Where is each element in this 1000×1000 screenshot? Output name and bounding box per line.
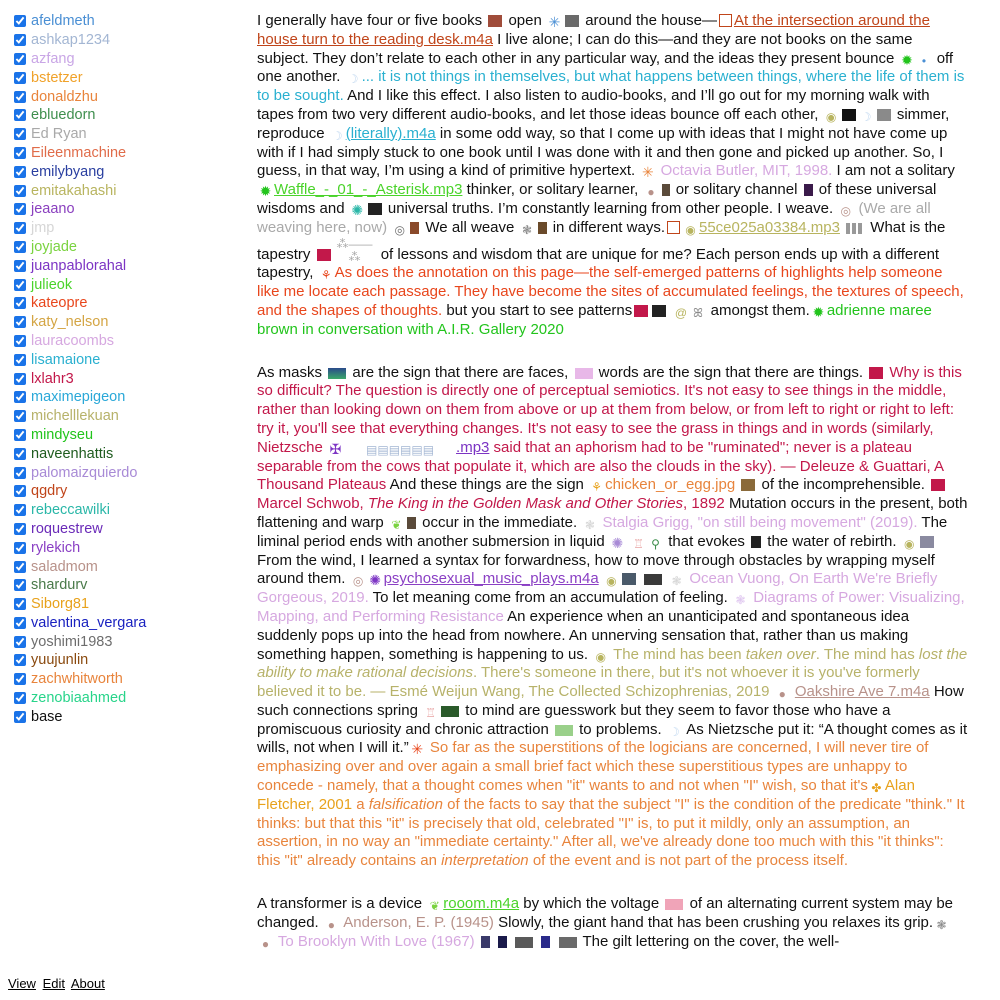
photo-thumbnail-icon[interactable] xyxy=(541,936,550,948)
user-checkbox[interactable] xyxy=(14,391,26,403)
user-checkbox[interactable] xyxy=(14,335,26,347)
user-checkbox[interactable] xyxy=(14,636,26,648)
text-run: I am not a solitary xyxy=(832,162,955,180)
quote-annotation[interactable]: Octavia Butler, MIT, 1998. xyxy=(660,162,833,180)
text-run: are the sign that there are faces, xyxy=(352,363,569,381)
user-name: bstetzer xyxy=(31,69,83,86)
text-run: I live alone; I can do this—and they are not books on the same subject. They don’t relate to each other in any particular way, and the ideas they present bounce xyxy=(257,30,913,67)
pink-swatch-icon[interactable] xyxy=(665,899,683,910)
user-name: yuujunlin xyxy=(31,652,89,669)
photo-thumbnail-icon[interactable] xyxy=(751,536,761,548)
user-name: julieok xyxy=(31,276,73,293)
photo-thumbnail-icon[interactable] xyxy=(441,706,459,717)
photo-thumbnail-icon[interactable] xyxy=(652,305,666,317)
photo-thumbnail-icon[interactable] xyxy=(644,574,662,585)
text-run: around the house— xyxy=(585,12,717,29)
photo-thumbnail-icon[interactable] xyxy=(741,479,755,491)
text-run: simmer, reproduce xyxy=(257,105,950,142)
divider-icon[interactable]: ⁂——⁂ xyxy=(336,236,373,264)
circle-icon[interactable]: ◎ xyxy=(840,203,852,218)
green-swatch-icon[interactable] xyxy=(555,725,573,736)
text-run: From the wind, I learned a syntax for forwardness, how to move through obstacles by wrapping myself around them. xyxy=(257,551,935,588)
sprout-icon[interactable]: ⚘ xyxy=(591,480,602,495)
text-run: What is the tapestry xyxy=(257,218,946,263)
audio-link[interactable]: 55ce025a03384.mp3 xyxy=(698,218,840,236)
user-filter-14[interactable] xyxy=(14,275,229,294)
quote-annotation[interactable]: So far as the superstitions of the logicians are concerned, I will never tire of emphasizing over and over again a small brief fact which these superstitious types are unhappy to concede - namely, that a thought comes when "it" wants to and not when "I" wish, so that it's xyxy=(257,739,929,795)
dot-icon[interactable]: ● xyxy=(327,917,336,932)
user-name: kateopre xyxy=(31,295,88,312)
user-filter-19[interactable] xyxy=(14,369,229,388)
text-run: of an alternating current system may be changed. xyxy=(257,895,954,931)
dot-icon[interactable]: ● xyxy=(778,687,786,702)
user-filter-15[interactable] xyxy=(14,294,229,313)
audio-link[interactable]: rooom.m4a xyxy=(443,895,520,913)
circle-icon[interactable]: ◎ xyxy=(352,574,364,589)
user-filter-36[interactable] xyxy=(14,689,229,708)
moon-icon[interactable]: ☽ xyxy=(331,128,343,143)
user-filter-29[interactable] xyxy=(14,557,229,576)
user-checkbox[interactable] xyxy=(14,711,26,723)
circle-icon[interactable]: ◉ xyxy=(903,536,915,551)
photo-thumbnail-icon[interactable] xyxy=(481,936,490,948)
text-run: off one another. xyxy=(257,49,954,86)
user-name: qgdry xyxy=(31,483,68,500)
photo-thumbnail-icon[interactable] xyxy=(877,109,891,121)
user-name: lisamaione xyxy=(31,351,101,368)
user-name: valentina_vergara xyxy=(31,614,147,631)
dice-icon[interactable] xyxy=(317,249,331,261)
user-filter-27[interactable] xyxy=(14,520,229,539)
user-name: katy_nelson xyxy=(31,314,109,331)
user-name: shardurv xyxy=(31,577,88,594)
image-link[interactable]: chicken_or_egg.jpg xyxy=(605,476,736,494)
starburst-icon[interactable]: ✹ xyxy=(259,183,272,200)
user-filter-10[interactable] xyxy=(14,200,229,219)
text-run: words are the sign that there are things. xyxy=(598,363,863,381)
user-checkbox[interactable] xyxy=(14,166,26,178)
user-filter-3[interactable] xyxy=(14,68,229,87)
user-name: michelllekuan xyxy=(31,408,119,425)
circle-icon[interactable]: ◎ xyxy=(394,222,405,237)
user-checkbox[interactable] xyxy=(14,354,26,366)
figure-icon[interactable]: ♖ xyxy=(425,705,436,720)
text-run: We all weave xyxy=(425,218,515,236)
paragraph-3 xyxy=(257,895,968,951)
grid-icon[interactable] xyxy=(846,223,864,234)
user-checkbox[interactable] xyxy=(14,523,26,535)
starburst-icon[interactable]: ✺ xyxy=(351,201,364,218)
book-image-icon[interactable] xyxy=(488,15,502,27)
user-filter-list xyxy=(14,12,229,726)
user-checkbox[interactable] xyxy=(14,297,26,309)
user-filter-25[interactable] xyxy=(14,482,229,501)
text-run: And I like this effect. I also listen to audio-books, and I’ll go out for my morning walk with tapes from two very different audio-books, and let those ideas bounce off each other, xyxy=(257,87,930,123)
dot-icon[interactable]: ● xyxy=(261,936,270,951)
user-name: joyjade xyxy=(31,238,77,255)
text-run: in different ways. xyxy=(552,218,665,236)
repeated-sheets-icon[interactable]: ▤▤▤▤▤▤ xyxy=(366,442,435,457)
audio-link[interactable]: (literally).m4a xyxy=(345,124,436,142)
user-name: ashkap1234 xyxy=(31,32,111,49)
user-checkbox[interactable] xyxy=(14,598,26,610)
text-run: of these universal wisdoms and xyxy=(257,181,937,217)
user-filter-12[interactable] xyxy=(14,238,229,257)
flower-icon[interactable]: ❃ xyxy=(584,517,595,532)
footer-links xyxy=(8,976,108,991)
text-run: of the incomprehensible. xyxy=(761,476,925,494)
circle-icon[interactable]: ◉ xyxy=(685,222,696,237)
photo-thumbnail-icon[interactable] xyxy=(559,937,577,948)
user-name: maximepigeon xyxy=(31,389,126,406)
user-name: ebluedorn xyxy=(31,107,96,124)
user-name: Siborg81 xyxy=(31,596,90,613)
user-checkbox[interactable] xyxy=(14,109,26,121)
text-run: A transformer is a device xyxy=(257,895,423,913)
user-filter-6[interactable] xyxy=(14,125,229,144)
user-filter-28[interactable] xyxy=(14,538,229,557)
user-name: lauracoombs xyxy=(31,332,115,349)
quote-annotation[interactable]: adrienne maree brown in conversation with A.I.R. Gallery 2020 xyxy=(257,301,932,338)
user-checkbox[interactable] xyxy=(14,128,26,140)
user-checkbox[interactable] xyxy=(14,260,26,272)
user-checkbox[interactable] xyxy=(14,53,26,65)
user-checkbox[interactable] xyxy=(14,222,26,234)
black-square-icon[interactable] xyxy=(842,109,856,121)
quote-annotation[interactable]: a falsification of the facts to say that the subject "I" is the condition of the predicate "think." It thinks: but that this "it" is precisely that old, celebrated "I" is, to put it mildly, only an assumption, an assertion, in no way an "immediate certainty." After all, we've already done too much with this "it thinks": this "it" already contains an interpretation of the event and is not part of the process itself. xyxy=(257,795,965,870)
text-run: thinker, or solitary learner, xyxy=(462,181,639,199)
dice-icon[interactable] xyxy=(931,479,945,491)
audio-link[interactable]: Waffle_-_01_-_Asterisk.mp3 xyxy=(274,181,463,199)
audio-link[interactable]: .mp3 xyxy=(456,438,490,456)
user-name: palomaizquierdo xyxy=(31,464,138,481)
quote-annotation[interactable]: ... it is not things in themselves, but what happens between things, where the life of them is to be sought. xyxy=(257,68,965,105)
user-checkbox[interactable] xyxy=(14,561,26,573)
user-checkbox[interactable] xyxy=(14,485,26,497)
dice-icon[interactable] xyxy=(634,305,648,317)
user-checkbox[interactable] xyxy=(14,542,26,554)
user-checkbox[interactable] xyxy=(14,448,26,460)
leaf-icon[interactable]: ❦ xyxy=(429,899,440,914)
user-checkbox[interactable] xyxy=(14,429,26,441)
user-filter-32[interactable] xyxy=(14,614,229,633)
audio-link[interactable]: Oakshire Ave 7.m4a xyxy=(794,683,930,701)
leaf-icon[interactable]: ❦ xyxy=(391,517,402,532)
starburst-icon[interactable]: ✹ xyxy=(901,51,913,68)
user-name: rylekich xyxy=(31,539,81,556)
text-run: The liminal period ends with another submersion in liquid xyxy=(257,513,948,550)
figure-icon[interactable]: ⚲ xyxy=(651,536,660,551)
quote-annotation[interactable]: Alan Fletcher, 2001 xyxy=(257,777,915,813)
text-run: that evokes xyxy=(668,532,745,550)
audio-link[interactable]: At the intersection around the house turn to the reading desk.m4a xyxy=(257,12,930,48)
user-checkbox[interactable] xyxy=(14,467,26,479)
text-run: amongst them. xyxy=(710,301,810,319)
user-checkbox[interactable] xyxy=(14,72,26,84)
user-filter-26[interactable] xyxy=(14,501,229,520)
figure-icon[interactable]: ꕤ xyxy=(692,305,703,320)
view-link[interactable]: View xyxy=(8,976,36,991)
quote-annotation[interactable]: Stalgia Grigg, "on still being movement" (2019). xyxy=(602,513,918,531)
user-filter-24[interactable] xyxy=(14,463,229,482)
user-checkbox[interactable] xyxy=(14,373,26,385)
photo-thumbnail-icon[interactable] xyxy=(538,222,547,234)
text-run: or solitary channel xyxy=(675,181,798,199)
user-filter-31[interactable] xyxy=(14,595,229,614)
user-checkbox[interactable] xyxy=(14,15,26,27)
landscape-thumbnail-icon[interactable] xyxy=(328,368,346,379)
user-name: azfang xyxy=(31,50,75,67)
user-checkbox[interactable] xyxy=(14,316,26,328)
user-name: emitakahashi xyxy=(31,182,117,199)
text-run: open xyxy=(508,12,542,29)
edit-link[interactable]: Edit xyxy=(42,976,65,991)
snowflake-icon[interactable]: ✳ xyxy=(548,14,561,30)
dice-icon[interactable] xyxy=(869,367,883,379)
user-checkbox[interactable] xyxy=(14,91,26,103)
text-run: occur in the immediate. xyxy=(422,513,578,531)
quote-annotation[interactable]: The mind has been taken over. The mind has lost the ability to make rational decisions. There's someone in there, but it's not whoever it is you've formerly believed it to be. — Esmé Weijun Wang, The Collected Schizophrenias, 2019 xyxy=(257,645,968,701)
user-filter-22[interactable] xyxy=(14,426,229,445)
user-checkbox[interactable] xyxy=(14,673,26,685)
user-name: jmp xyxy=(31,220,55,237)
text-run: Mutation occurs in the present, both flattening and warp xyxy=(257,495,968,531)
user-name: emilybyang xyxy=(31,163,105,180)
flower-icon[interactable]: ❃ xyxy=(936,917,947,932)
user-checkbox[interactable] xyxy=(14,34,26,46)
text-run: As masks xyxy=(257,363,323,381)
user-filter-7[interactable] xyxy=(14,144,229,163)
figure-icon[interactable]: ♖ xyxy=(633,536,644,551)
text-run: but you start to see patterns xyxy=(442,301,633,319)
text-run: in some odd way, so that I come up with ideas that I might not have come up with if I had simply stuck to one book until I was done with it and then gone and picked up another. So, I guess, in that way, I’m using a kind of primitive hypertext. xyxy=(257,124,948,180)
text-run: An experience when an unanticipated and spontaneous idea suddenly pops up into the head from nowhere. An unnerving sensation that, rather than us making something happen, something is happening to us. xyxy=(257,607,910,663)
text-run: universal truths. I’m constantly learning from other people. I weave. xyxy=(387,199,834,217)
quote-annotation[interactable]: To Brooklyn With Love (1967) xyxy=(277,932,475,950)
user-checkbox[interactable] xyxy=(14,579,26,591)
photo-thumbnail-icon[interactable] xyxy=(410,222,419,234)
user-filter-8[interactable] xyxy=(14,162,229,181)
circle-icon[interactable]: ◉ xyxy=(825,109,837,124)
flower-icon[interactable]: ❃ xyxy=(522,222,533,237)
figure-thumbnail-icon[interactable] xyxy=(662,184,670,196)
user-filter-9[interactable] xyxy=(14,181,229,200)
circle-icon[interactable]: ◉ xyxy=(606,574,617,589)
text-run: by which the voltage xyxy=(519,895,660,913)
text-run: of lessons and wisdom that are unique for me? Each person ends up with a different tapestry, xyxy=(257,245,940,282)
quote-annotation[interactable]: As does the annotation on this page—the self-emerged patterns of highlights help someone like me locate each passage. They have become the sites of accumulated feelings, the textures of speech, and the shapes of thoughts. xyxy=(257,264,964,319)
spiral-icon[interactable]: @ xyxy=(674,305,688,320)
user-filter-20[interactable] xyxy=(14,388,229,407)
figure-thumbnail-icon[interactable] xyxy=(804,184,813,196)
quote-annotation[interactable]: Diagrams of Power: Visualizing, Mapping, and Performing Resistance xyxy=(257,589,965,625)
text-run: And these things are the sign xyxy=(386,476,584,494)
paragraph-2 xyxy=(257,364,968,872)
text-run: to mind are guesswork but they seem to favor those who have a promiscuous curiosity and chronic attraction xyxy=(257,701,891,738)
flower-icon[interactable]: ❃ xyxy=(671,574,682,589)
user-checkbox[interactable] xyxy=(14,692,26,704)
audio-link[interactable]: psychosexual_music_plays.m4a xyxy=(383,570,599,588)
user-name: yoshimi1983 xyxy=(31,633,113,650)
text-run: Slowly, the giant hand that has been crushing you relaxes its grip. xyxy=(493,913,934,931)
user-checkbox[interactable] xyxy=(14,617,26,629)
user-name: donaldzhu xyxy=(31,88,98,105)
user-filter-1[interactable] xyxy=(14,31,229,50)
user-filter-17[interactable] xyxy=(14,332,229,351)
user-checkbox[interactable] xyxy=(14,185,26,197)
user-checkbox[interactable] xyxy=(14,504,26,516)
starburst-icon[interactable]: ✺ xyxy=(369,572,381,589)
user-filter-33[interactable] xyxy=(14,632,229,651)
user-filter-21[interactable] xyxy=(14,407,229,426)
user-filter-23[interactable] xyxy=(14,444,229,463)
about-link[interactable]: About xyxy=(70,976,105,991)
quote-annotation[interactable]: Why is this so difficult? The question is directly one of perceptual semiotics. It's not easy to see things in the middle, rather than looking down on them from above or up at them from below, or from left to right or right to left: try it, you'll see that everything changes. It's not easy to see the grass in things and in words (similarly, Nietzsche xyxy=(257,363,962,456)
dot-icon[interactable]: • xyxy=(921,53,927,68)
text-run: How such connections spring xyxy=(257,683,964,719)
user-name: zachwhitworth xyxy=(31,671,123,688)
cross-pattern-icon[interactable]: ✠ xyxy=(329,440,342,457)
user-name: saladmom xyxy=(31,558,98,575)
user-filter-34[interactable] xyxy=(14,651,229,670)
user-name: Ed Ryan xyxy=(31,126,87,143)
paragraph-1 xyxy=(257,12,968,340)
pink-swatch-icon[interactable] xyxy=(575,368,593,379)
user-checkbox[interactable] xyxy=(14,279,26,291)
quote-annotation[interactable]: Marcel Schwob, The King in the Golden Mask and Other Stories, 1892 xyxy=(257,495,725,513)
figure-thumbnail-icon[interactable] xyxy=(407,517,416,529)
user-filter-37[interactable] xyxy=(14,707,229,726)
user-checkbox[interactable] xyxy=(14,147,26,159)
photo-thumbnail-icon[interactable] xyxy=(515,937,533,948)
dot-icon[interactable]: ● xyxy=(647,185,655,200)
moon-icon[interactable]: ☽ xyxy=(860,109,872,124)
user-name: roquestrew xyxy=(31,520,103,537)
user-filter-13[interactable] xyxy=(14,256,229,275)
quote-annotation[interactable]: said that an aphorism had to be "ruminated"; never is a plateau separable from the cows that populate it, which are also the clouds in the sky). — Deleuze & Guattari, A Thousand Plateaus xyxy=(257,438,944,494)
user-name: zenobiaahmed xyxy=(31,690,127,707)
asterisk-icon[interactable]: ✳ xyxy=(411,741,424,758)
window-icon[interactable] xyxy=(719,14,732,27)
user-checkbox[interactable] xyxy=(14,203,26,215)
user-name: lxlahr3 xyxy=(31,370,74,387)
asterisk-icon[interactable]: ✳ xyxy=(642,164,654,181)
user-name: naveenhattis xyxy=(31,445,114,462)
user-checkbox[interactable] xyxy=(14,410,26,422)
user-filter-18[interactable] xyxy=(14,350,229,369)
starburst-icon[interactable]: ✺ xyxy=(611,534,624,551)
text-run: The gilt lettering on the cover, the well- xyxy=(582,932,840,950)
moon-icon[interactable]: ☽ xyxy=(347,72,359,87)
user-filter-5[interactable] xyxy=(14,106,229,125)
user-checkbox[interactable] xyxy=(14,241,26,253)
user-filter-16[interactable] xyxy=(14,313,229,332)
sprout-icon[interactable]: ⚘ xyxy=(320,268,332,283)
user-filter-4[interactable] xyxy=(14,87,229,106)
text-run: to problems. xyxy=(579,720,662,738)
user-checkbox[interactable] xyxy=(14,654,26,666)
user-name: jeaano xyxy=(31,201,75,218)
user-name: Eileenmachine xyxy=(31,144,127,161)
user-filter-2[interactable] xyxy=(14,50,229,69)
text-run: As Nietzsche put it: “A thought comes as it wills, not when I will it.” xyxy=(257,720,968,757)
photo-thumbnail-icon[interactable] xyxy=(920,536,934,548)
starburst-icon[interactable]: ✹ xyxy=(812,303,825,320)
photo-thumbnail-icon[interactable] xyxy=(498,936,507,948)
user-filter-30[interactable] xyxy=(14,576,229,595)
window-icon[interactable] xyxy=(667,221,680,234)
user-filter-11[interactable] xyxy=(14,219,229,238)
text-run: the water of rebirth. xyxy=(767,532,897,550)
circle-icon[interactable]: ◉ xyxy=(595,649,606,664)
flower-icon[interactable]: ❃ xyxy=(735,593,746,608)
text-run: I generally have four or five books xyxy=(257,12,483,29)
photo-thumbnail-icon[interactable] xyxy=(622,573,636,585)
photo-thumbnail-icon[interactable] xyxy=(565,15,579,27)
user-name: rebeccawilki xyxy=(31,502,110,519)
user-name: afeldmeth xyxy=(31,13,95,30)
quote-annotation[interactable]: Ocean Vuong, On Earth We're Briefly Gorgeous, 2019. xyxy=(257,570,938,607)
clover-icon[interactable]: ✤ xyxy=(871,781,882,796)
quote-annotation[interactable]: (We are all weaving here, now) xyxy=(257,199,931,236)
quote-annotation[interactable]: Anderson, E. P. (1945) xyxy=(343,913,494,931)
user-filter-35[interactable] xyxy=(14,670,229,689)
user-name: mindyseu xyxy=(31,426,94,443)
user-name: juanpablorahal xyxy=(31,257,127,274)
annotated-text xyxy=(257,12,968,1000)
moon-icon[interactable]: ☽ xyxy=(668,724,680,739)
user-filter-0[interactable] xyxy=(14,12,229,31)
text-run: To let meaning come from an accumulation of feeling. xyxy=(372,589,728,607)
photo-thumbnail-icon[interactable] xyxy=(368,203,382,215)
user-name: base xyxy=(31,708,63,725)
